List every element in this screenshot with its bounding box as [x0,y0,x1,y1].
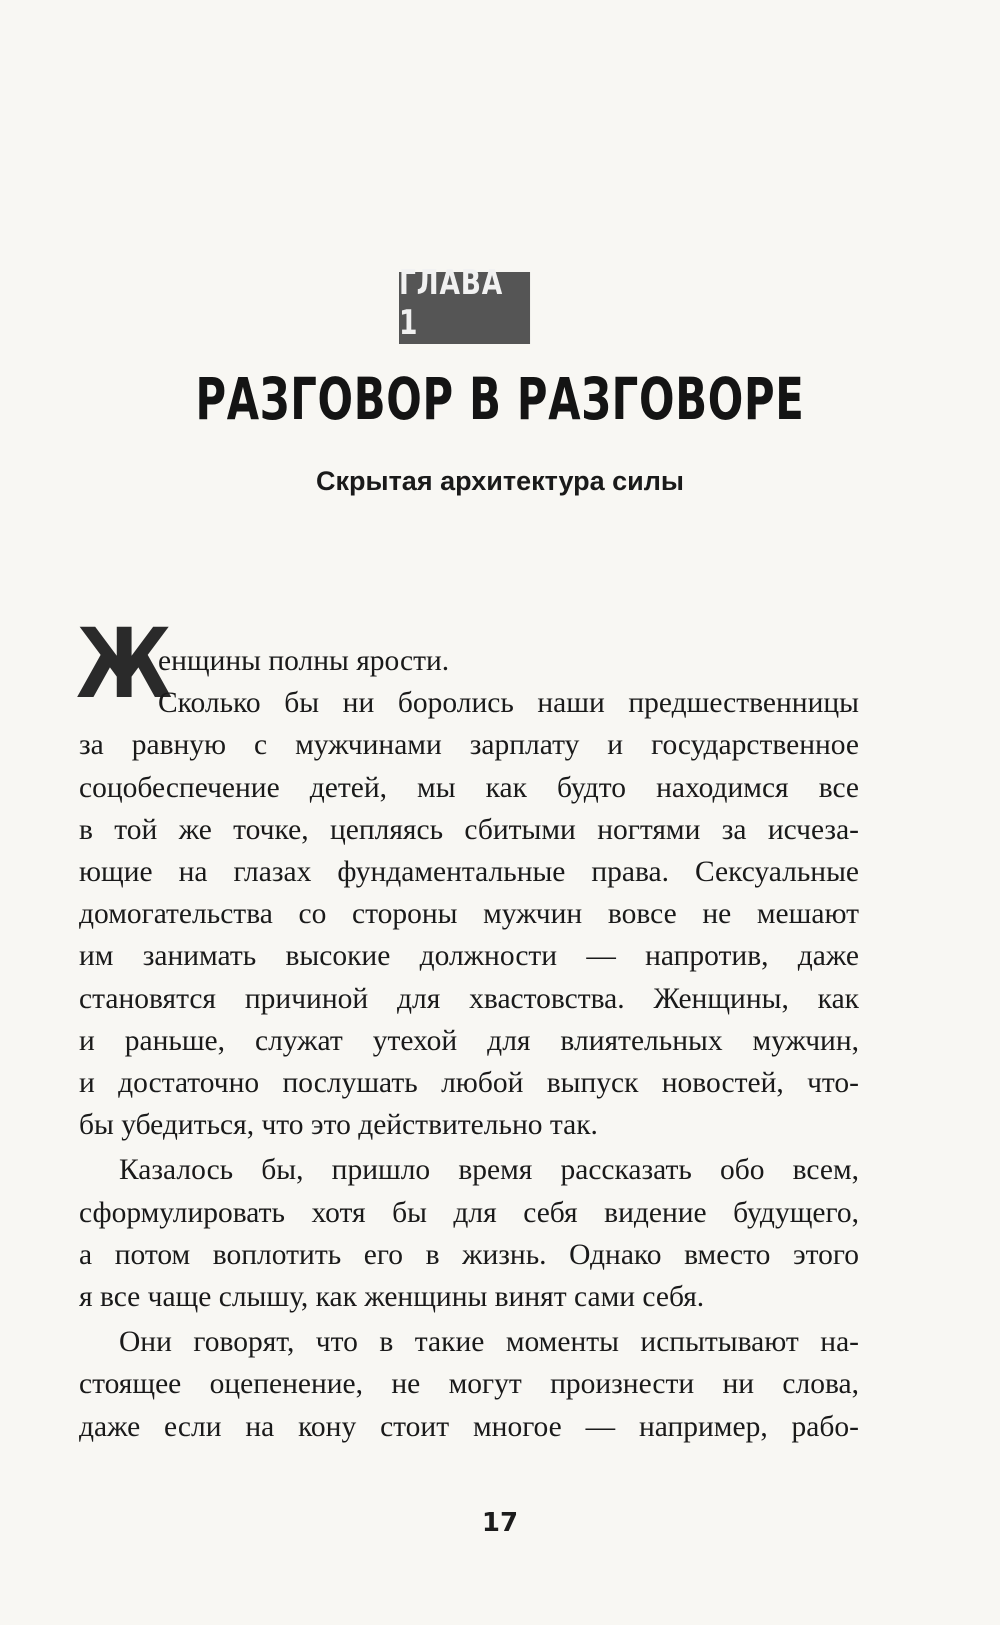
text-line: и достаточно послушать любой выпуск новостей, что- [79,1067,859,1100]
text-line: стоящее оцепенение, не могут произнести ни слова, [79,1368,859,1401]
text-line: соцобеспечение детей, мы как будто находимся все [79,771,859,804]
text-line: даже если на кону стоит многое — например, рабо- [79,1410,859,1443]
text-line: а потом воплотить его в жизнь. Однако вместо этого [79,1238,859,1271]
text-line: и раньше, служат утехой для влиятельных мужчин, [79,1024,859,1057]
text-line: в той же точке, цепляясь сбитыми ногтями за исчеза- [79,813,859,846]
text-line: домогательства со стороны мужчин вовсе не мешают [79,898,859,931]
text-line: становятся причиной для хвастовства. Женщины, как [79,982,859,1015]
text-line: Они говорят, что в такие моменты испытывают на- [119,1326,859,1359]
chapter-title-text: РАЗГОВОР В РАЗГОВОРЕ [195,365,805,433]
text-line: енщины полны ярости. [158,645,450,677]
text-line: сформулировать хотя бы для себя видение будущего, [79,1196,859,1229]
page-number: 17 [481,1508,519,1538]
drop-cap: Ж [76,608,173,720]
text-line: ющие на глазах фундаментальные права. Сексуальные [79,856,859,889]
body-text [79,640,859,1448]
chapter-label: ГЛАВА 1 [399,272,530,344]
text-line: я все чаще слышу, как женщины винят сами себя. [79,1281,705,1314]
chapter-title [0,365,1000,433]
text-line: бы убедиться, что это действительно так. [79,1109,598,1142]
chapter-subtitle: Скрытая архитектура силы [316,466,684,496]
text-line: Казалось бы, пришло время рассказать обо всем, [119,1154,859,1187]
text-line: им занимать высокие должности — напротив, даже [79,940,859,973]
text-line: Сколько бы ни боролись наши предшественницы [158,687,859,720]
text-line: за равную с мужчинами зарплату и государственное [79,729,859,762]
